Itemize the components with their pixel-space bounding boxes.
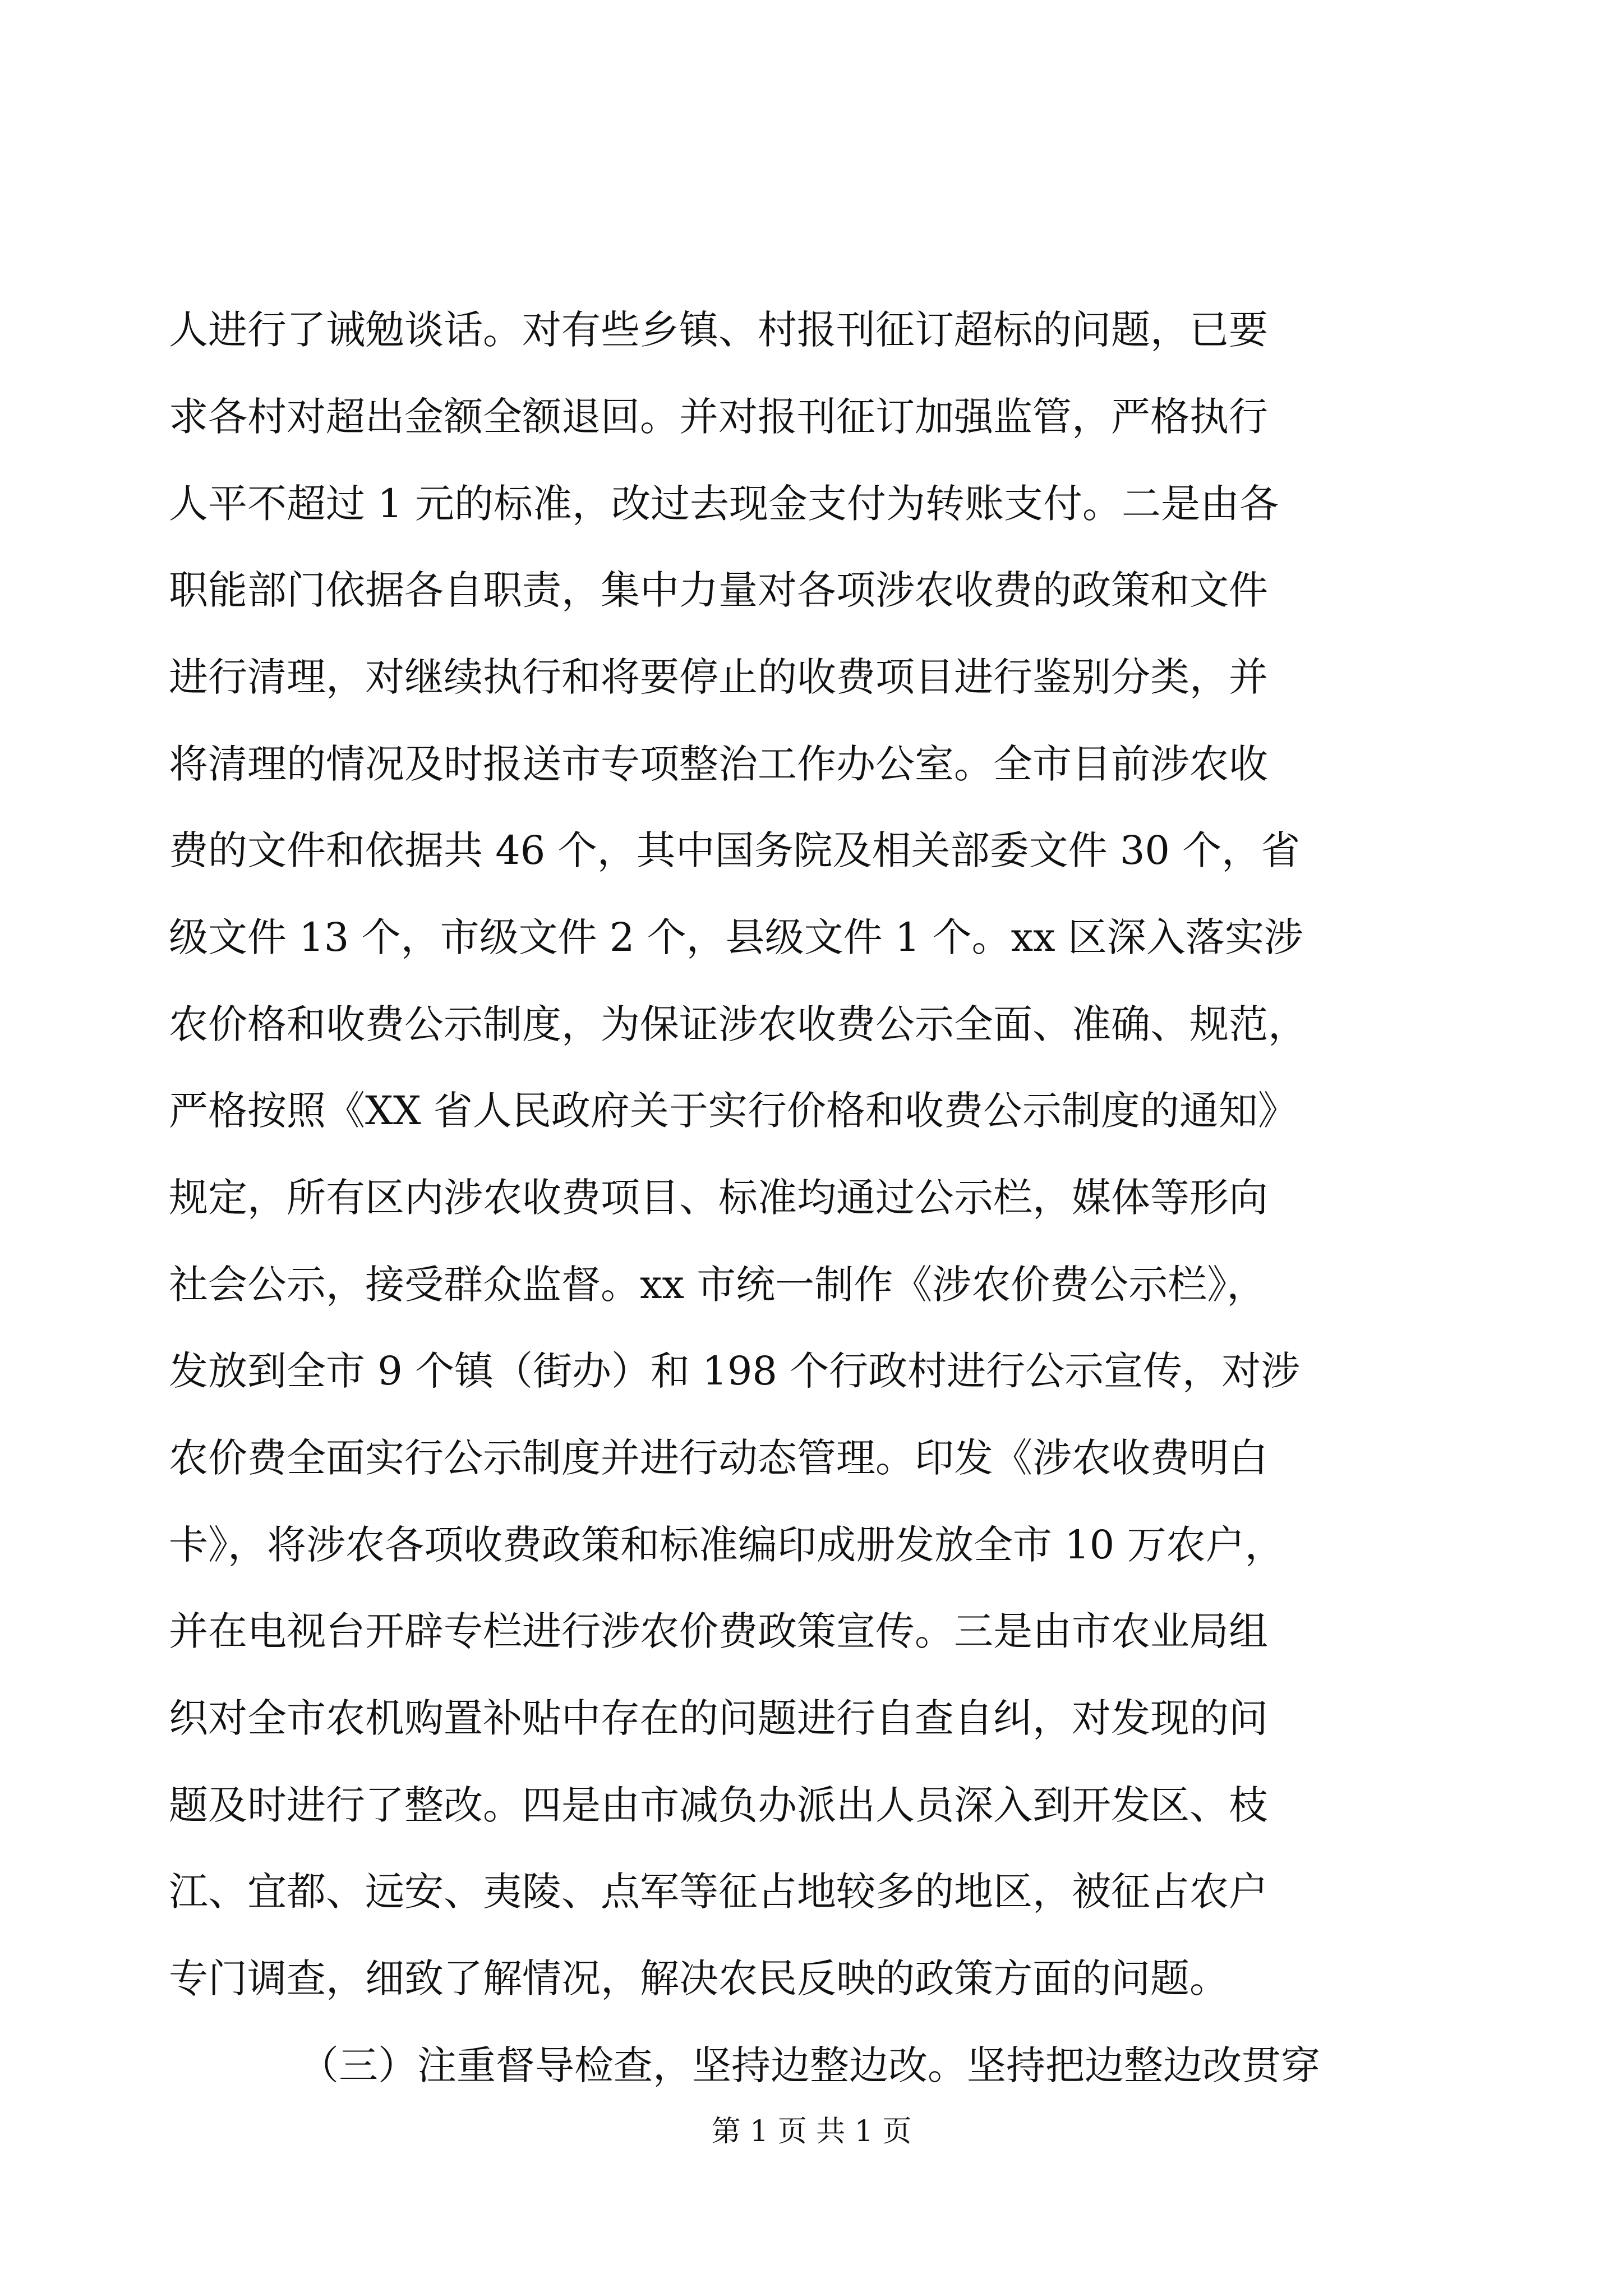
body-line-14-text: 农价费全面实行公示制度并进行动态管理。印发《涉农收费明白	[169, 1435, 1268, 1481]
body-line-6	[0, 730, 1623, 798]
body-line-3	[0, 470, 1623, 537]
body-line-8-text: 级文件 13 个，市级文件 2 个，县级文件 1 个。xx 区深入落实涉	[169, 914, 1303, 960]
body-line-15-text: 卡》，将涉农各项收费政策和标准编印成册发放全市 10 万农户，	[169, 1522, 1284, 1568]
body-line-4	[0, 556, 1623, 624]
body-line-1-text: 人进行了诫勉谈话。对有些乡镇、村报刊征订超标的问题，已要	[169, 307, 1268, 353]
body-line-20	[0, 1945, 1623, 2012]
body-line-18	[0, 1772, 1623, 1839]
body-line-19	[0, 1858, 1623, 1925]
body-line-18-text: 题及时进行了整改。四是由市减负办派出人员深入到开发区、枝	[169, 1782, 1268, 1828]
body-line-7	[0, 817, 1623, 884]
body-line-7-text: 费的文件和依据共 46 个，其中国务院及相关部委文件 30 个，省	[169, 827, 1301, 873]
body-line-2	[0, 383, 1623, 450]
body-line-15	[0, 1511, 1623, 1579]
body-line-3-text: 人平不超过 1 元的标准，改过去现金支付为转账支付。二是由各	[169, 481, 1279, 527]
body-line-2-text: 求各村对超出金额全额退回。并对报刊征订加强监管，严格执行	[169, 394, 1268, 440]
body-line-10-text: 严格按照《XX 省人民政府关于实行价格和收费公示制度的通知》	[169, 1088, 1297, 1134]
body-line-12-text: 社会公示，接受群众监督。xx 市统一制作《涉农价费公示栏》，	[169, 1262, 1266, 1308]
section-heading-text: （三）注重督导检查，坚持边整边改。坚持把边整边改贯穿	[299, 2042, 1320, 2088]
section-heading-line	[0, 2032, 1623, 2099]
body-line-8	[0, 904, 1623, 971]
body-line-4-text: 职能部门依据各自职责，集中力量对各项涉农收费的政策和文件	[169, 567, 1268, 613]
body-line-6-text: 将清理的情况及时报送市专项整治工作办公室。全市目前涉农收	[169, 741, 1268, 787]
body-line-9-text: 农价格和收费公示制度，为保证涉农收费公示全面、准确、规范，	[169, 1001, 1307, 1047]
body-line-13-text: 发放到全市 9 个镇（街办）和 198 个行政村进行公示宣传，对涉	[169, 1348, 1301, 1394]
page-footer: 第 1 页 共 1 页	[711, 2115, 912, 2148]
body-line-11	[0, 1164, 1623, 1231]
body-line-17-text: 织对全市农机购置补贴中存在的问题进行自查自纠，对发现的问	[169, 1695, 1268, 1741]
body-line-20-text: 专门调查，细致了解情况，解决农民反映的政策方面的问题。	[169, 1955, 1229, 2001]
body-line-12	[0, 1251, 1623, 1318]
body-line-5	[0, 643, 1623, 711]
body-line-13	[0, 1337, 1623, 1405]
body-line-16	[0, 1598, 1623, 1665]
body-line-11-text: 规定，所有区内涉农收费项目、标准均通过公示栏，媒体等形向	[169, 1175, 1268, 1221]
body-line-1	[0, 296, 1623, 364]
body-line-5-text: 进行清理，对继续执行和将要停止的收费项目进行鉴别分类，并	[169, 654, 1268, 700]
body-line-19-text: 江、宜都、远安、夷陵、点军等征占地较多的地区，被征占农户	[169, 1869, 1268, 1915]
body-line-16-text: 并在电视台开辟专栏进行涉农价费政策宣传。三是由市农业局组	[169, 1608, 1268, 1654]
body-line-10	[0, 1077, 1623, 1144]
body-line-14	[0, 1424, 1623, 1492]
body-line-9	[0, 991, 1623, 1058]
body-line-17	[0, 1685, 1623, 1752]
